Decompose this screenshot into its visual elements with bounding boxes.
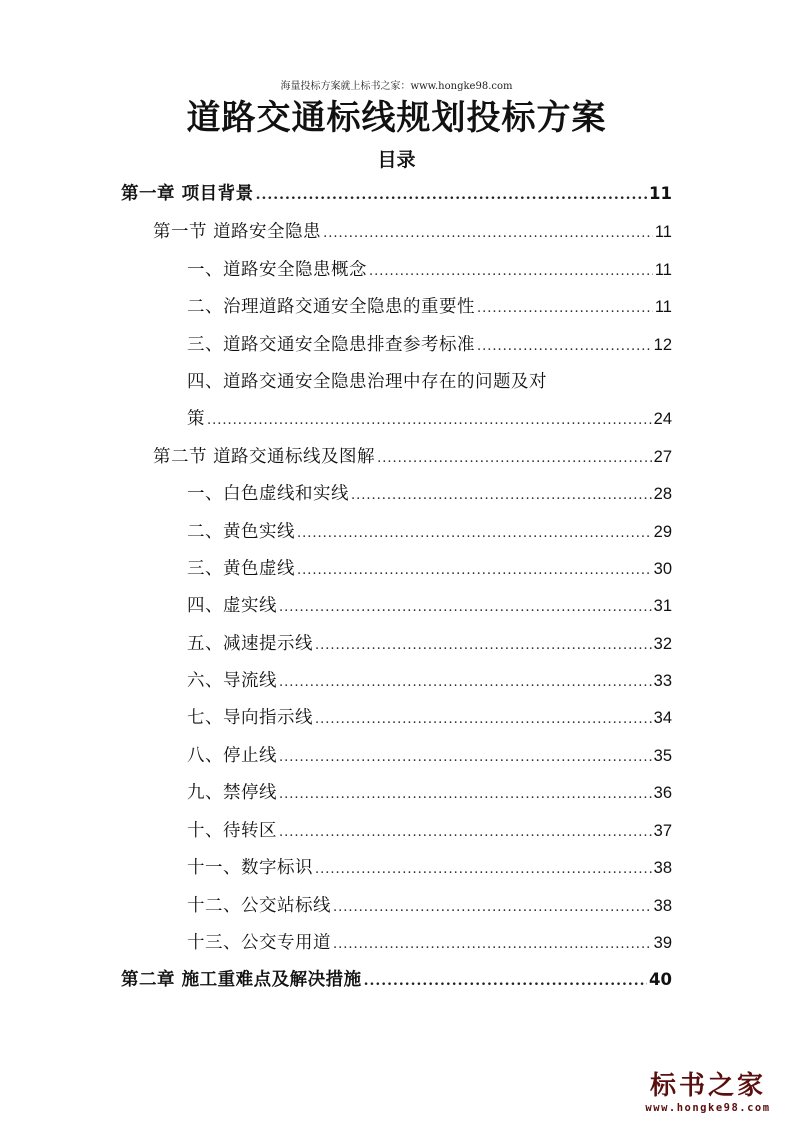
toc-item-line1[interactable]: 四、道路交通安全隐患治理中存在的问题及对	[187, 372, 547, 392]
toc-section-1-2[interactable]	[153, 443, 672, 469]
toc-leader	[333, 937, 652, 952]
toc-leader	[279, 787, 652, 802]
toc-chapter-2[interactable]	[121, 966, 672, 992]
toc-item[interactable]	[187, 742, 672, 768]
toc-leader	[351, 488, 652, 503]
toc-label: 四、虚实线	[187, 596, 277, 616]
toc-leader	[477, 339, 652, 354]
toc-page-number: 29	[653, 523, 672, 541]
toc-page-number: 38	[653, 859, 672, 877]
toc-item[interactable]	[187, 630, 672, 656]
toc-page-number: 37	[653, 822, 672, 840]
toc-item[interactable]	[187, 704, 672, 730]
toc-label: 三、黄色虚线	[187, 559, 295, 579]
toc-item[interactable]	[187, 405, 672, 431]
toc-item[interactable]	[187, 293, 672, 319]
toc-label-continuation: 策	[187, 409, 205, 429]
toc-leader	[256, 187, 647, 203]
toc-page-number: 11	[649, 184, 672, 203]
toc-leader	[315, 638, 652, 653]
toc-item[interactable]	[187, 929, 672, 955]
toc-page-number: 31	[653, 597, 672, 615]
toc-page-number: 12	[653, 336, 672, 354]
toc-label: 六、导流线	[187, 671, 277, 691]
toc-label: 二、治理道路交通安全隐患的重要性	[187, 297, 475, 317]
toc-label: 十二、公交站标线	[187, 896, 331, 916]
toc-leader	[477, 301, 653, 316]
logo-url: www.hongke98.com	[645, 1102, 771, 1114]
toc-page-number: 38	[653, 897, 672, 915]
toc-leader	[369, 264, 653, 279]
toc-item[interactable]	[187, 779, 672, 805]
toc-item[interactable]	[187, 555, 672, 581]
toc-leader	[279, 600, 652, 615]
toc-leader	[315, 862, 652, 877]
toc-page-number: 24	[653, 410, 672, 428]
toc-label: 八、停止线	[187, 746, 277, 766]
toc-page-number: 32	[653, 635, 672, 653]
toc-label: 九、禁停线	[187, 783, 277, 803]
toc-item[interactable]	[187, 817, 672, 843]
toc-page-number: 30	[653, 560, 672, 578]
toc-label: 七、导向指示线	[187, 708, 313, 728]
toc-item[interactable]	[187, 256, 672, 282]
toc-label: 十一、数字标识	[187, 858, 313, 878]
toc-page-number: 40	[649, 970, 672, 989]
document-title: 道路交通标线规划投标方案	[186, 98, 607, 138]
toc-item[interactable]	[187, 480, 672, 506]
toc-item[interactable]	[187, 331, 672, 357]
toc-page-number: 11	[654, 298, 672, 316]
toc-page-number: 11	[654, 261, 672, 279]
site-logo	[633, 1065, 783, 1114]
toc-leader	[377, 451, 652, 466]
toc-label: 第二节 道路交通标线及图解	[153, 447, 376, 467]
toc-page-number: 27	[653, 448, 672, 466]
toc-page-number: 11	[654, 223, 672, 241]
toc-page-number: 39	[653, 934, 672, 952]
toc-page-number: 34	[653, 709, 672, 727]
toc-label: 一、道路安全隐患概念	[187, 260, 367, 280]
toc-item[interactable]	[187, 667, 672, 693]
toc-item[interactable]	[187, 854, 672, 880]
toc-leader	[315, 712, 652, 727]
toc-item[interactable]	[187, 518, 672, 544]
toc-leader	[323, 226, 653, 241]
toc-heading: 目录	[377, 149, 416, 171]
toc-label: 二、黄色实线	[187, 522, 295, 542]
toc-label: 第一章 项目背景	[121, 184, 254, 204]
toc-label: 一、白色虚线和实线	[187, 484, 349, 504]
toc-label: 五、减速提示线	[187, 634, 313, 654]
toc-label: 第一节 道路安全隐患	[153, 222, 322, 242]
toc-leader	[364, 973, 647, 989]
toc-leader	[297, 526, 652, 541]
page-header: 海量投标方案就上标书之家：www.hongke98.com	[280, 81, 513, 92]
toc-item[interactable]	[187, 892, 672, 918]
toc-leader	[279, 675, 652, 690]
toc-leader	[279, 825, 652, 840]
toc-label: 三、道路交通安全隐患排查参考标准	[187, 335, 475, 355]
toc-page-number: 28	[653, 485, 672, 503]
toc-item[interactable]	[187, 592, 672, 618]
toc-page-number: 36	[653, 784, 672, 802]
toc-label: 第二章 施工重难点及解决措施	[121, 970, 362, 990]
toc-page-number: 33	[653, 672, 672, 690]
logo-brand: 标书之家	[649, 1071, 766, 1101]
toc-leader	[333, 900, 652, 915]
toc-page-number: 35	[653, 747, 672, 765]
toc-label: 十三、公交专用道	[187, 933, 331, 953]
toc-chapter-1[interactable]	[121, 180, 672, 206]
toc-leader	[297, 563, 652, 578]
toc-label: 十、待转区	[187, 821, 277, 841]
toc-leader	[279, 750, 652, 765]
toc-leader	[207, 413, 652, 428]
toc-section-1-1[interactable]	[153, 218, 672, 244]
